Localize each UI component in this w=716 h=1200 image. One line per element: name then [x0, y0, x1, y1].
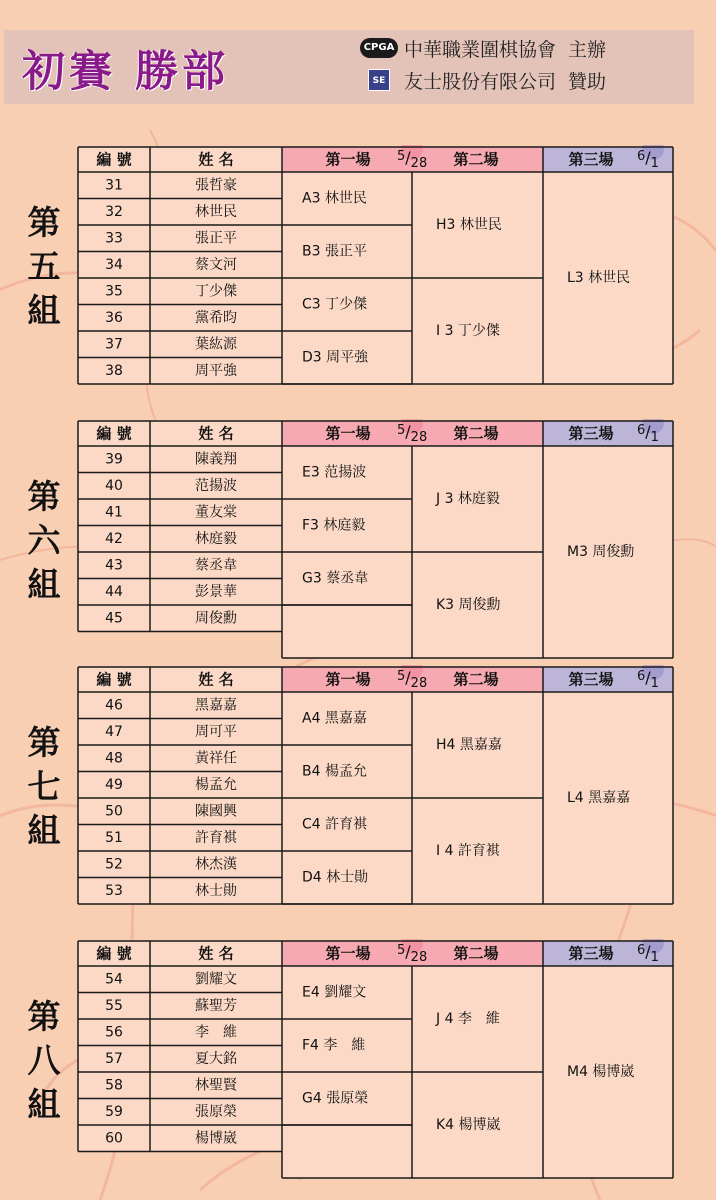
player-number: 34	[105, 256, 123, 273]
organizer-role: 主辦	[568, 38, 607, 61]
round1-winner: G3 蔡丞韋	[302, 570, 369, 587]
round1-winner: B4 楊孟允	[302, 763, 367, 780]
header-date2: 6/1	[637, 668, 659, 691]
round1-winner: B3 張正平	[302, 243, 367, 260]
player-number: 39	[105, 451, 123, 468]
bracket-table	[0, 665, 716, 905]
round2-winner: J 3 林庭毅	[436, 491, 500, 507]
player-number: 36	[105, 309, 123, 326]
organizer-name: 中華職業圍棋協會	[404, 38, 557, 61]
bracket-table	[0, 145, 716, 385]
header-number: 編 號	[96, 424, 132, 443]
round1-winner: E3 范揚波	[302, 464, 367, 481]
header-round3: 第三場	[568, 670, 614, 689]
player-name: 周俊勳	[195, 610, 237, 627]
group-5	[0, 145, 716, 385]
player-name: 葉紘源	[195, 336, 237, 353]
header-round3: 第三場	[568, 424, 614, 443]
player-name: 董友棠	[195, 504, 237, 521]
group-8	[0, 939, 716, 1179]
player-number: 33	[105, 230, 123, 247]
round3-winner: M4 楊博崴	[567, 1064, 635, 1080]
player-name: 林庭毅	[195, 530, 237, 547]
group-label: 第五組	[27, 203, 61, 330]
round2-winner: J 4 李 維	[436, 1011, 500, 1027]
header-round3: 第三場	[568, 944, 614, 963]
round2-winner: I 3 丁少傑	[436, 323, 500, 339]
player-number: 45	[105, 610, 123, 627]
header-date1: 5/28	[397, 942, 428, 965]
player-name: 許育褀	[195, 829, 237, 846]
round1-winner: D4 林士勛	[302, 869, 369, 886]
player-name: 林士勛	[195, 882, 237, 899]
player-name: 張原榮	[195, 1103, 237, 1120]
player-name: 蔡丞韋	[195, 557, 237, 574]
player-number: 58	[105, 1077, 123, 1094]
player-name: 張正平	[195, 230, 237, 247]
player-number: 40	[105, 477, 123, 494]
header-round1: 第一場	[325, 944, 371, 963]
player-number: 31	[105, 177, 123, 194]
header-round1: 第一場	[325, 670, 371, 689]
header-round1: 第一場	[325, 150, 371, 169]
sponsor-line	[360, 67, 606, 93]
group-label: 第七組	[27, 723, 61, 850]
header-number: 編 號	[96, 670, 132, 689]
player-number: 46	[105, 697, 123, 714]
page-title: 初賽 勝部	[22, 47, 229, 97]
round1-winner: E4 劉耀文	[302, 984, 367, 1001]
round1-winner: G4 張原榮	[302, 1090, 369, 1107]
round1-winner: F4 李 維	[302, 1037, 366, 1054]
header-round2: 第二場	[453, 944, 499, 963]
player-number: 57	[105, 1050, 123, 1067]
player-name: 彭景華	[195, 583, 237, 600]
round3-winner: M3 周俊勳	[567, 544, 635, 560]
round1-winner: D3 周平強	[302, 349, 369, 366]
se-logo-icon: SE	[368, 69, 390, 91]
player-number: 49	[105, 776, 123, 793]
player-number: 32	[105, 203, 123, 220]
header-round2: 第二場	[453, 150, 499, 169]
header-date2: 6/1	[637, 942, 659, 965]
header-round2: 第二場	[453, 670, 499, 689]
round1-winner: A4 黑嘉嘉	[302, 710, 367, 727]
player-name: 林聖賢	[195, 1077, 237, 1094]
player-name: 李 維	[195, 1024, 237, 1041]
player-number: 51	[105, 829, 123, 846]
organizer-line	[360, 35, 606, 61]
group-label: 第八組	[27, 997, 61, 1124]
player-number: 60	[105, 1130, 123, 1147]
header-date2: 6/1	[637, 148, 659, 171]
player-name: 蔡文河	[195, 256, 237, 273]
player-number: 56	[105, 1024, 123, 1041]
player-name: 黨希昀	[195, 309, 237, 326]
header-name: 姓 名	[198, 150, 234, 169]
header-round1: 第一場	[325, 424, 371, 443]
header-date1: 5/28	[397, 668, 428, 691]
player-name: 林杰漢	[195, 856, 237, 873]
round2-winner: H4 黑嘉嘉	[436, 737, 502, 753]
player-number: 43	[105, 557, 123, 574]
player-name: 陳國興	[195, 803, 237, 820]
round2-winner: K4 楊博崴	[436, 1117, 501, 1133]
player-number: 59	[105, 1103, 123, 1120]
player-name: 丁少傑	[195, 283, 237, 300]
player-number: 42	[105, 530, 123, 547]
player-number: 47	[105, 723, 123, 740]
round1-winner: C4 許育褀	[302, 816, 368, 833]
round2-winner: H3 林世民	[436, 217, 502, 233]
player-number: 54	[105, 971, 123, 988]
player-name: 楊博崴	[195, 1130, 237, 1147]
header-round3: 第三場	[568, 150, 614, 169]
header-date1: 5/28	[397, 422, 428, 445]
player-number: 53	[105, 882, 123, 899]
cpga-logo-icon: CPGA	[360, 38, 398, 58]
group-7	[0, 665, 716, 905]
round3-winner: L3 林世民	[567, 270, 631, 286]
player-number: 38	[105, 362, 123, 379]
bracket-table	[0, 419, 716, 659]
group-label: 第六組	[27, 477, 61, 604]
player-name: 蘇聖芳	[195, 997, 237, 1014]
header-banner	[4, 30, 694, 104]
player-name: 周可平	[195, 723, 237, 740]
player-number: 41	[105, 504, 123, 521]
header-name: 姓 名	[198, 670, 234, 689]
player-number: 50	[105, 803, 123, 820]
header-number: 編 號	[96, 150, 132, 169]
player-name: 范揚波	[195, 477, 237, 494]
player-number: 37	[105, 336, 123, 353]
player-name: 劉耀文	[195, 971, 237, 988]
player-name: 夏大銘	[195, 1050, 237, 1067]
header-date1: 5/28	[397, 148, 428, 171]
header-name: 姓 名	[198, 944, 234, 963]
round3-winner: L4 黑嘉嘉	[567, 790, 631, 806]
round1-winner: F3 林庭毅	[302, 517, 366, 534]
round1-winner: A3 林世民	[302, 190, 367, 207]
player-number: 55	[105, 997, 123, 1014]
header-name: 姓 名	[198, 424, 234, 443]
group-6	[0, 419, 716, 659]
sponsor-role: 贊助	[568, 70, 607, 93]
player-number: 35	[105, 283, 123, 300]
header-round2: 第二場	[453, 424, 499, 443]
round1-winner: C3 丁少傑	[302, 296, 368, 313]
round2-winner: K3 周俊勳	[436, 597, 501, 613]
player-number: 44	[105, 583, 123, 600]
player-name: 楊孟允	[195, 776, 237, 793]
sponsor-name: 友士股份有限公司	[404, 70, 557, 93]
player-name: 周平強	[195, 362, 237, 379]
player-number: 48	[105, 750, 123, 767]
round2-winner: I 4 許育褀	[436, 843, 500, 859]
player-name: 陳義翔	[195, 451, 237, 468]
player-name: 張哲豪	[195, 177, 237, 194]
header-number: 編 號	[96, 944, 132, 963]
player-name: 林世民	[195, 203, 237, 220]
player-number: 52	[105, 856, 123, 873]
player-name: 黑嘉嘉	[195, 697, 237, 714]
bracket-table	[0, 939, 716, 1179]
player-name: 黃祥任	[195, 750, 237, 767]
header-date2: 6/1	[637, 422, 659, 445]
